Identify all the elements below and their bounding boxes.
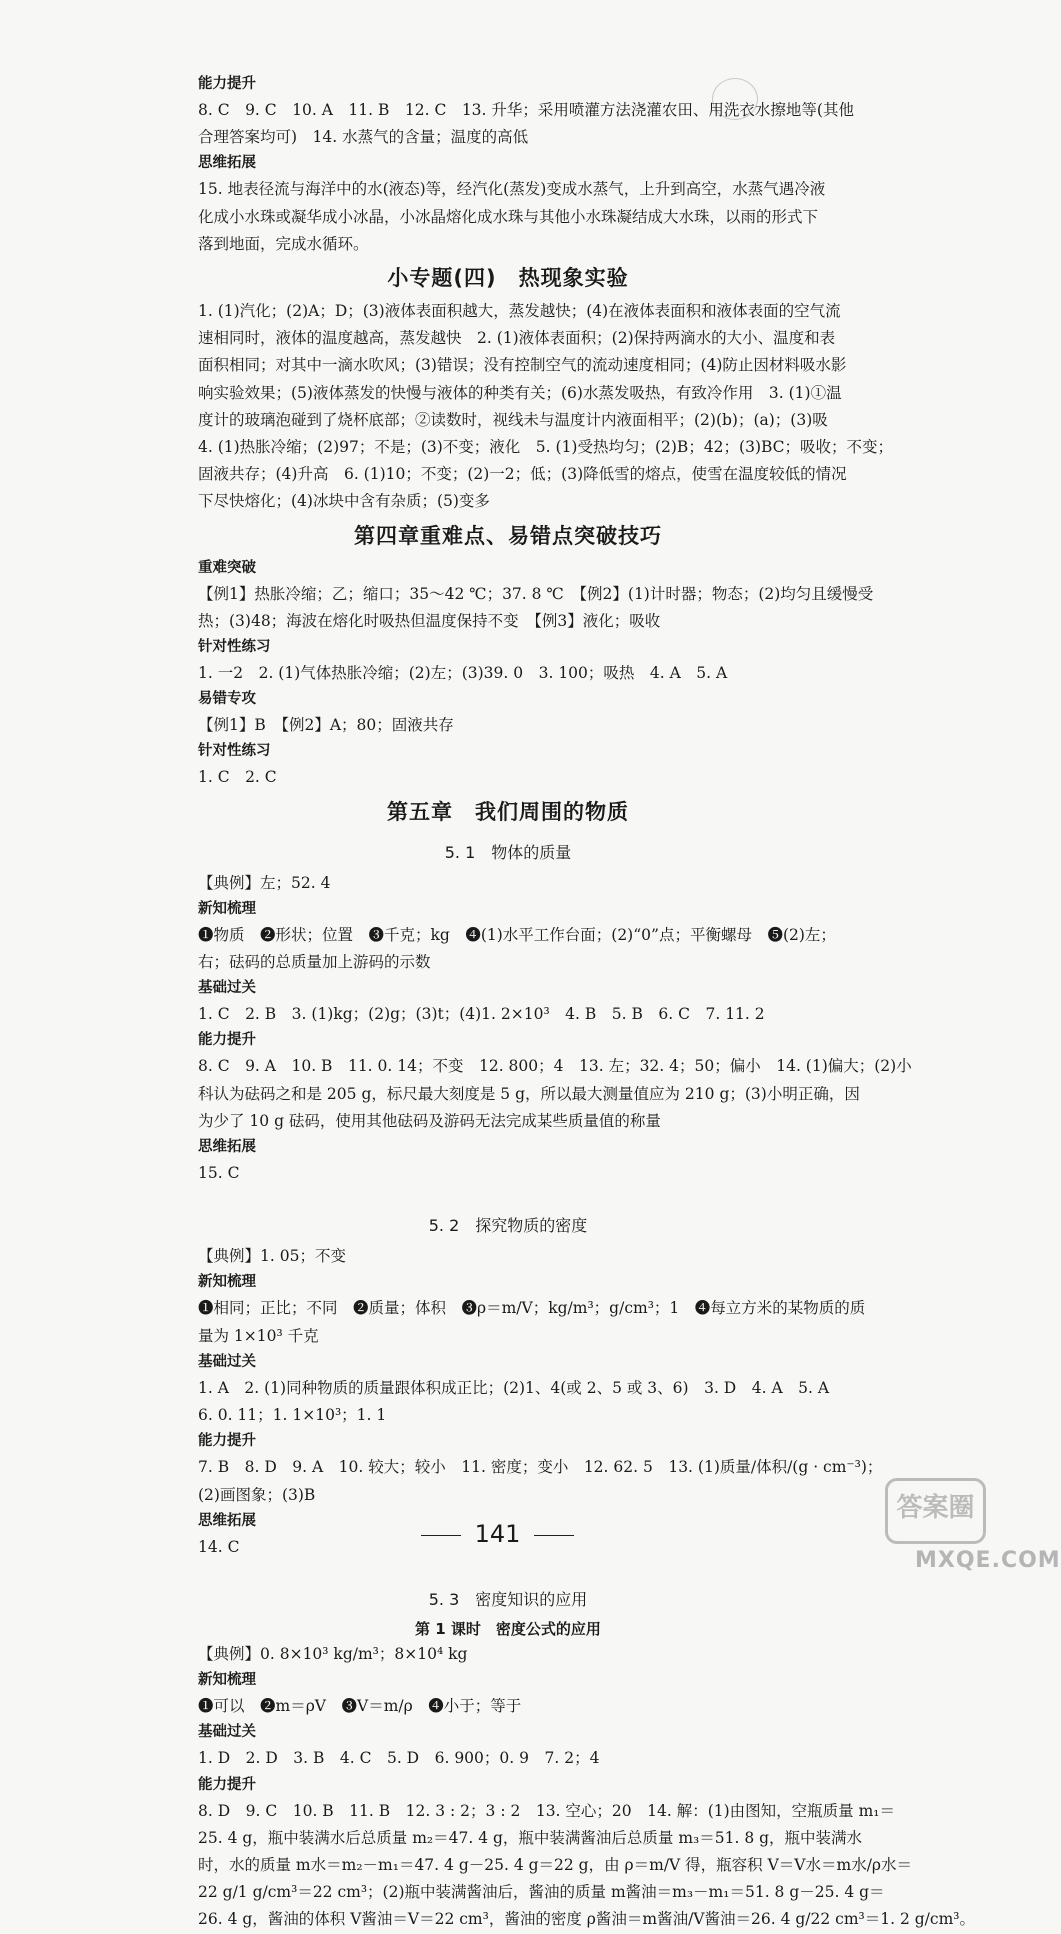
- section-label: 重难突破: [198, 559, 256, 576]
- answer-line: 7. B 8. D 9. A 10. 较大；较小 11. 密度；变小 12. 62. 5 13. (1)质量/体积/(g · cm⁻³)；: [198, 1458, 883, 1477]
- section-label: 基础过关: [198, 1724, 256, 1741]
- answer-line: 右；砝码的总质量加上游码的示数: [198, 953, 431, 972]
- section-label: 新知梳理: [198, 1274, 256, 1291]
- answer-line: 1. C 2. C: [198, 768, 277, 787]
- answer-line: 25. 4 g，瓶中装满水后总质量 m₂＝47. 4 g，瓶中装满酱油后总质量 m₃＝51. 8 g，瓶中装满水: [198, 1828, 863, 1847]
- watermark-site: MXQE.COM: [915, 1548, 1061, 1573]
- section-label: 基础过关: [198, 980, 256, 997]
- section-label: 针对性练习: [198, 743, 271, 760]
- section-label: 易错专攻: [198, 691, 256, 708]
- answer-line: 8. D 9. C 10. B 11. B 12. 3 : 2；3 : 2 13. 空心；20 14. 解：(1)由图知，空瓶质量 m₁＝: [198, 1801, 896, 1820]
- watermark-logo: 答案圈: [885, 1478, 986, 1544]
- answer-line: 时，水的质量 m水＝m₂－m₁＝47. 4 g－25. 4 g＝22 g，由 ρ＝m/V 得，瓶容积 V＝V水＝m水/ρ水＝: [198, 1855, 913, 1874]
- section-label: 新知梳理: [198, 900, 256, 917]
- answer-line: 速相同时，液体的温度越高，蒸发越快 2. (1)液体表面积；(2)保持两滴水的大小、温度和表: [198, 329, 836, 348]
- answer-line: 度计的玻璃泡碰到了烧杯底部；②读数时，视线未与温度计内液面相平；(2)(b)；(a)；(3)吸: [198, 410, 828, 429]
- answer-line: 【例1】B 【例2】A；80；固液共存: [198, 716, 454, 735]
- answer-line: 8. C 9. C 10. A 11. B 12. C 13. 升华；采用喷灌方法浇灌农田、用洗衣水擦地等(其他: [198, 101, 854, 119]
- answer-line: 【典例】左；52. 4: [198, 873, 331, 892]
- answer-line: 科认为砝码之和是 205 g，标尺最大刻度是 5 g，所以最大测量值应为 210 g；(3)小明正确，因: [198, 1084, 860, 1103]
- answer-line: ❶相同；正比；不同 ❷质量；体积 ❸ρ＝m/V；kg/m³；g/cm³；1 ❹每立方米的某物质的质: [198, 1299, 866, 1318]
- answer-line: 化成小水珠或凝华成小冰晶，小冰晶熔化成水珠与其他小水珠凝结成大水珠，以雨的形式下: [198, 207, 819, 226]
- answer-line: ❶物质 ❷形状；位置 ❸千克；kg ❹(1)水平工作台面；(2)“0”点；平衡螺母 ❺(2)左；: [198, 925, 836, 944]
- page-number: 141: [474, 1520, 521, 1548]
- answer-line: 1. A 2. (1)同种物质的质量跟体积成正比；(2)1、4(或 2、5 或 3、6) 3. D 4. A 5. A: [198, 1378, 830, 1397]
- section-label: 能力提升: [198, 76, 256, 92]
- section-heading: 第五章 我们周围的物质: [387, 799, 629, 824]
- answer-line: 合理答案均可) 14. 水蒸气的含量；温度的高低: [198, 128, 529, 147]
- spacer: [198, 1561, 818, 1579]
- footer-dash-right: [534, 1535, 574, 1536]
- section-label: 思维拓展: [198, 1512, 256, 1529]
- answer-line: 落到地面，完成水循环。: [198, 234, 369, 253]
- answer-line: 22 g/1 g/cm³＝22 cm³；(2)瓶中装满酱油后，酱油的质量 m酱油＝m₃－m₁＝51. 8 g－25. 4 g＝: [198, 1883, 885, 1902]
- section-label: 新知梳理: [198, 1672, 256, 1689]
- section-heading: 小专题(四) 热现象实验: [387, 266, 629, 291]
- answer-line: 面积相同；对其中一滴水吹风；(3)错误；没有控制空气的流动速度相同；(4)防止因材料吸水影: [198, 356, 847, 375]
- section-label: 能力提升: [198, 1776, 256, 1793]
- section-heading: 第四章重难点、易错点突破技巧: [354, 523, 662, 548]
- answer-line: 【典例】0. 8×10³ kg/m³；8×10⁴ kg: [198, 1644, 468, 1663]
- section-heading: 5. 3 密度知识的应用: [428, 1589, 588, 1609]
- answer-line: 4. (1)热胀冷缩；(2)97；不是；(3)不变；液化 5. (1)受热均匀；(2)B；42；(3)BC；吸收；不变；: [198, 438, 894, 457]
- section-label: 思维拓展: [198, 1139, 256, 1156]
- page-footer: [0, 1520, 995, 1548]
- answer-line: 8. C 9. A 10. B 11. 0. 14；不变 12. 800；4 13. 左；32. 4；50；偏小 14. (1)偏大；(2)小: [198, 1057, 912, 1076]
- section-heading: 5. 1 物体的质量: [444, 842, 572, 862]
- answer-line: 量为 1×10³ 千克: [198, 1326, 319, 1345]
- answer-line: 15. 地表径流与海洋中的水(液态)等，经汽化(蒸发)变成水蒸气，上升到高空，水蒸气遇冷液: [198, 180, 826, 199]
- answer-line: 下尽快熔化；(4)冰块中含有杂质；(5)变多: [198, 492, 490, 511]
- answer-line: 【例1】热胀冷缩；乙；缩口；35～42 ℃；37. 8 ℃ 【例2】(1)计时器；物态；(2)均匀且缓慢受: [198, 584, 874, 603]
- section-label: 针对性练习: [198, 639, 271, 656]
- answer-line: 1. C 2. B 3. (1)kg；(2)g；(3)t；(4)1. 2×10³ 4. B 5. B 6. C 7. 11. 2: [198, 1005, 765, 1024]
- answer-line: 【典例】1. 05；不变: [198, 1247, 346, 1266]
- footer-dash-left: [421, 1535, 461, 1536]
- answer-line: 1. (1)汽化；(2)A；D；(3)液体表面积越大，蒸发越快；(4)在液体表面积和液体表面的空气流: [198, 302, 841, 321]
- section-heading: 5. 2 探究物质的密度: [428, 1216, 588, 1236]
- answer-line: 1. D 2. D 3. B 4. C 5. D 6. 900；0. 9 7. 2；4: [198, 1749, 600, 1768]
- answer-line: 26. 4 g，酱油的体积 V酱油＝V＝22 cm³，酱油的密度 ρ酱油＝m酱油/V酱油＝26. 4 g/22 cm³＝1. 2 g/cm³。: [198, 1910, 975, 1929]
- section-label: 思维拓展: [198, 155, 256, 172]
- section-label: 基础过关: [198, 1353, 256, 1370]
- answer-line: 响实验效果；(5)液体蒸发的快慢与液体的种类有关；(6)水蒸发吸热，有致冷作用 3. (1)①温: [198, 383, 842, 402]
- answer-line: (2)画图象；(3)B: [198, 1485, 316, 1504]
- answer-line: 为少了 10 g 砝码，使用其他砝码及游码无法完成某些质量值的称量: [198, 1111, 661, 1130]
- answer-line: 热；(3)48；海波在熔化时吸热但温度保持不变 【例3】液化；吸收: [198, 611, 661, 630]
- answer-line: 1. 一2 2. (1)气体热胀冷缩；(2)左；(3)39. 0 3. 100；吸热 4. A 5. A: [198, 664, 728, 683]
- answer-line: 14. C: [198, 1537, 240, 1556]
- section-heading: 第 1 课时 密度公式的应用: [415, 1619, 601, 1638]
- answer-line: 15. C: [198, 1164, 240, 1183]
- section-label: 能力提升: [198, 1433, 256, 1450]
- answer-line: 固液共存；(4)升高 6. (1)10；不变；(2)一2；低；(3)降低雪的熔点，使雪在温度较低的情况: [198, 465, 847, 484]
- spacer: [198, 1187, 818, 1205]
- section-label: 能力提升: [198, 1032, 256, 1049]
- answer-line: 6. 0. 11；1. 1×10³；1. 1: [198, 1406, 387, 1425]
- answer-line: ❶可以 ❷m＝ρV ❸V＝m/ρ ❹小于；等于: [198, 1697, 522, 1716]
